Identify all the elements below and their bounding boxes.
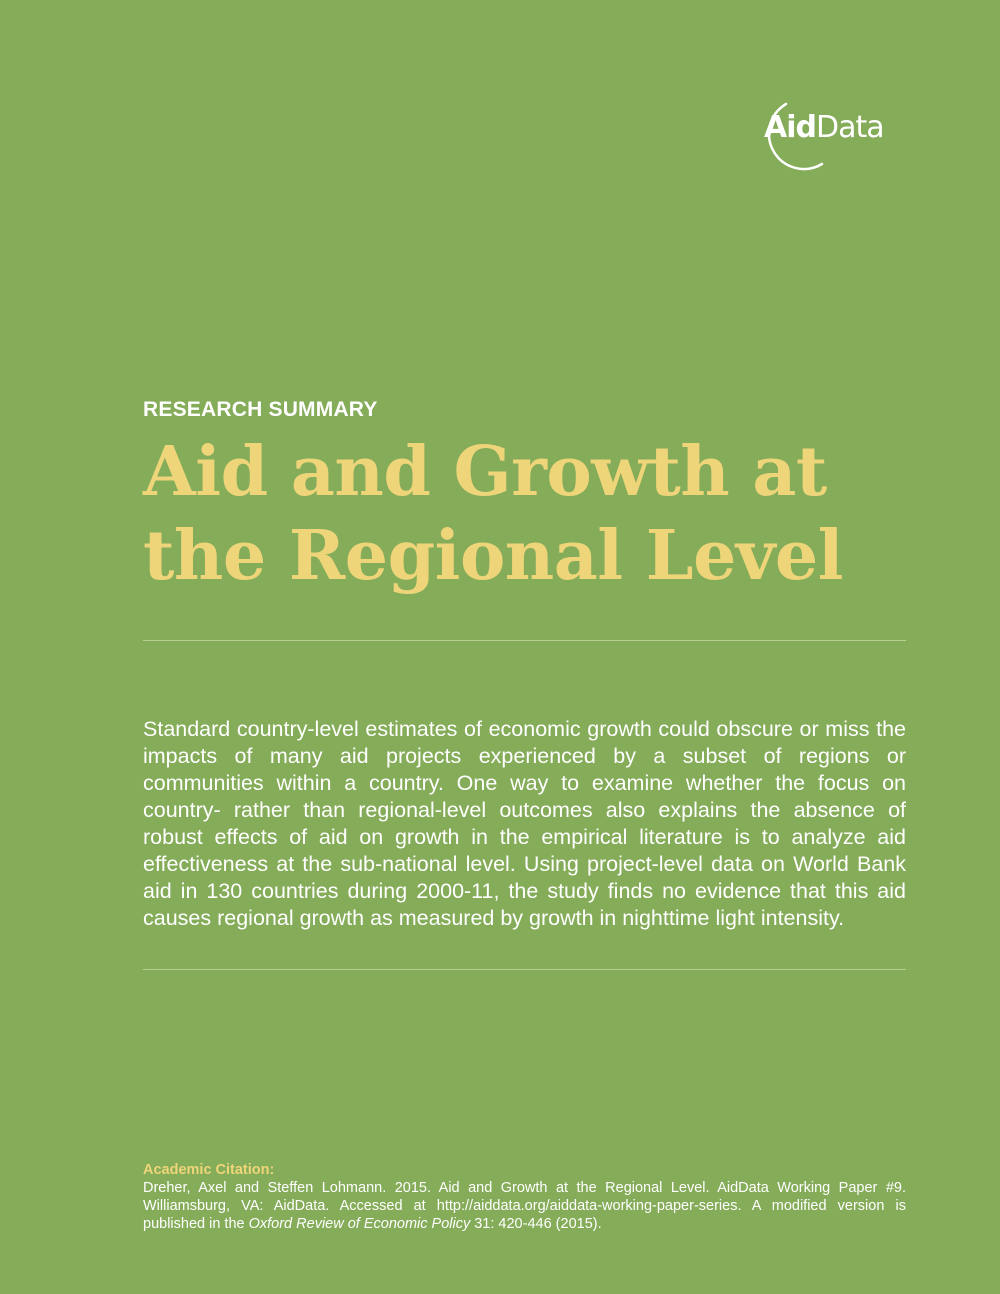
aiddata-logo [756,100,906,172]
logo-wordmark [764,110,884,145]
logo-data: Data [815,110,884,145]
academic-citation [143,1161,906,1233]
divider-top [143,640,906,641]
citation-text [143,1179,906,1233]
document-title: Aid and Growth at the Regional Level [143,432,843,596]
divider-bottom [143,969,906,970]
citation-text-after: 31: 420-446 (2015). [470,1216,602,1232]
document-type-label: RESEARCH SUMMARY [143,398,378,421]
logo-aid: Aid [764,110,816,145]
citation-journal: Oxford Review of Economic Policy [248,1216,471,1232]
citation-heading: Academic Citation: [143,1162,275,1178]
summary-paragraph: Standard country-level estimates of economic growth could obscure or miss the impacts of many aid projects experienced by a subset of regions or communities within a country. One way to examine whether the focus on country- rather than regional-level outcomes also explains the absence of robust effects of aid on growth in the empirical literature is to analyze aid effectiveness at the sub-national level. Using project-level data on World Bank aid in 130 countries during 2000-11, the study finds no evidence that this aid causes regional growth as measured by growth in nighttime light intensity. [143,717,906,930]
citation-text-before: Dreher, Axel and Steffen Lohmann. 2015. Aid and Growth at the Regional Level. AidData Working Paper #9. Williamsburg, VA: AidData. Accessed at http://aiddata.org/aiddata-working-paper-series. A modified version is published in the [143,1180,906,1232]
